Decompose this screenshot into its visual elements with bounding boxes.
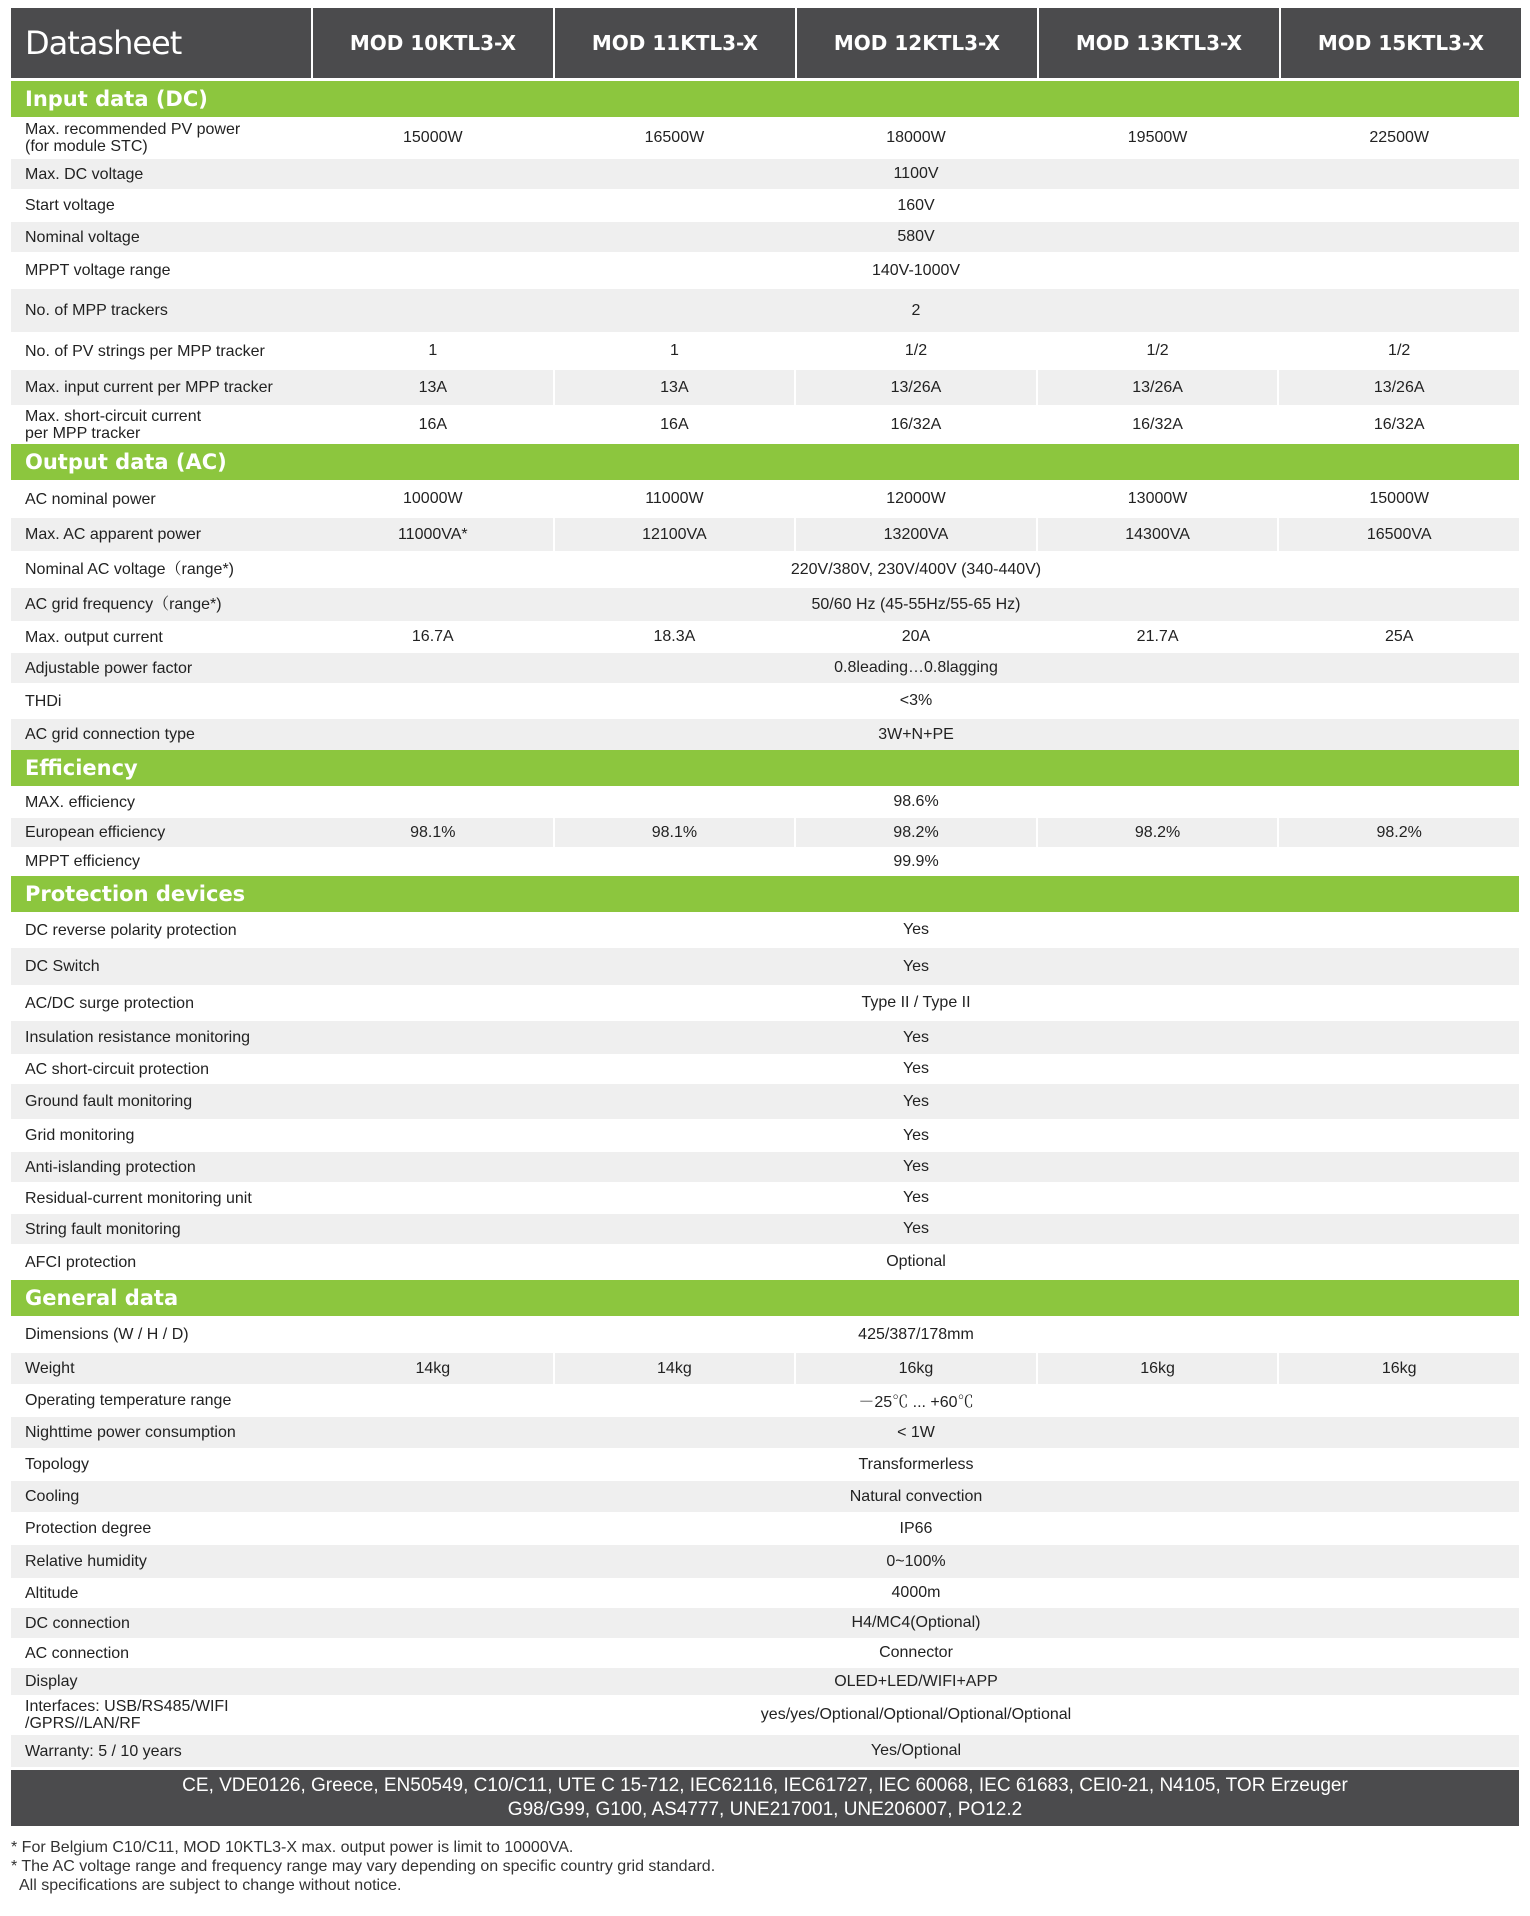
spec-value: 21.7A (1036, 621, 1278, 653)
footnotes (11, 1838, 715, 1895)
spec-label: Insulation resistance monitoring (25, 1029, 251, 1046)
spec-value: 1/2 (1036, 332, 1278, 370)
spec-value: 12100VA (553, 518, 795, 551)
spec-row (11, 1054, 1519, 1084)
spec-label: European efficiency (25, 824, 166, 841)
spec-value: 13/26A (794, 370, 1036, 405)
spec-label: AFCI protection (25, 1253, 137, 1271)
model-column-header: MOD 10KTL3-X (313, 8, 553, 78)
spec-label: AC/DC surge protection (25, 994, 194, 1012)
spec-value: 16500W (553, 117, 795, 159)
model-column-header: MOD 11KTL3-X (555, 8, 795, 78)
spec-row (11, 1578, 1519, 1608)
spec-row (11, 1417, 1519, 1448)
spec-label: Operating temperature range (25, 1392, 232, 1409)
spec-value: OLED+LED/WIFI+APP (834, 1672, 998, 1690)
spec-label: Max. short-circuit current per MPP tracker (25, 407, 202, 442)
spec-row (11, 1735, 1519, 1767)
spec-label: Ground fault monitoring (25, 1093, 193, 1110)
spec-value: 0.8leading…0.8lagging (834, 659, 998, 676)
spec-label: No. of PV strings per MPP tracker (25, 342, 265, 360)
spec-label: AC grid connection type (25, 726, 195, 743)
spec-value: 13/26A (1277, 370, 1519, 405)
certifications-line: CE, VDE0126, Greece, EN50549, C10/C11, UTE C 15-712, IEC62116, IEC61727, IEC 60068, IEC 61683, CEI0-21, N4105, TOR Erzeuger (182, 1775, 1348, 1796)
spec-label: Display (25, 1673, 78, 1690)
spec-label: THDi (25, 692, 62, 710)
spec-row (11, 1638, 1519, 1668)
spec-label: Nominal voltage (25, 228, 140, 246)
spec-label: Interfaces: USB/RS485/WIFI /GPRS//LAN/RF (25, 1698, 229, 1732)
spec-label: No. of MPP trackers (25, 302, 168, 319)
spec-value: 3W+N+PE (878, 725, 954, 743)
spec-row (11, 1084, 1519, 1119)
spec-value: Yes (902, 1220, 930, 1237)
spec-value: 16/32A (794, 405, 1036, 444)
spec-value: 16/32A (1277, 405, 1519, 444)
spec-value: 11000VA* (313, 518, 553, 551)
spec-value: 16kg (1277, 1353, 1519, 1384)
spec-label: MPPT voltage range (25, 262, 171, 279)
spec-row (11, 1545, 1519, 1578)
spec-label: Nighttime power consumption (25, 1424, 236, 1441)
spec-row (11, 621, 1519, 653)
spec-row (11, 1119, 1519, 1152)
spec-value: 16kg (794, 1353, 1036, 1384)
spec-value: Yes (902, 1158, 930, 1175)
spec-value: < 1W (897, 1423, 935, 1441)
spec-label: Protection degree (25, 1520, 152, 1537)
spec-row (11, 551, 1519, 588)
spec-value: 98.2% (1036, 818, 1278, 847)
spec-row (11, 1182, 1519, 1214)
section-title: Protection devices (11, 876, 1519, 912)
spec-row (11, 189, 1519, 222)
spec-label: Altitude (25, 1584, 79, 1602)
spec-value: 22500W (1277, 117, 1519, 159)
spec-label: AC connection (25, 1644, 130, 1662)
spec-value: Yes (902, 1092, 930, 1110)
spec-value: 16A (418, 415, 448, 433)
spec-value: 580V (897, 228, 935, 245)
spec-value: 15000W (1277, 480, 1519, 518)
model-column-header: MOD 15KTL3-X (1281, 8, 1521, 78)
certifications-line: G98/G99, G100, AS4777, UNE217001, UNE206007, PO12.2 (507, 1799, 1023, 1820)
spec-value: 98.1% (553, 818, 795, 847)
spec-value: 19500W (1036, 117, 1278, 159)
spec-row (11, 289, 1519, 332)
spec-row (11, 159, 1519, 189)
spec-value: 1 (428, 342, 438, 359)
spec-value: 13000W (1036, 480, 1278, 518)
section-title: Output data (AC) (11, 444, 1519, 480)
spec-value: 11000W (553, 480, 795, 518)
spec-row (11, 1695, 1519, 1735)
spec-label: MAX. efficiency (25, 793, 135, 811)
spec-label: AC short-circuit protection (25, 1060, 210, 1078)
spec-row (11, 818, 1519, 847)
spec-value: 14kg (553, 1353, 795, 1384)
spec-row (11, 222, 1519, 252)
spec-label: Grid monitoring (25, 1127, 135, 1144)
spec-value: Yes (902, 921, 930, 938)
spec-label: DC reverse polarity protection (25, 921, 237, 939)
spec-value: Optional (886, 1253, 946, 1270)
spec-label: Dimensions (W / H / D) (25, 1326, 189, 1343)
spec-row (11, 1152, 1519, 1182)
spec-row (11, 1244, 1519, 1280)
spec-label: Weight (25, 1360, 75, 1377)
spec-value: Yes (902, 1060, 930, 1077)
spec-row (11, 480, 1519, 518)
spec-value: 16/32A (1036, 405, 1278, 444)
spec-value: 98.6% (893, 793, 939, 810)
spec-value: 16A (553, 405, 795, 444)
spec-row (11, 847, 1519, 876)
spec-value: 2 (911, 301, 921, 319)
spec-label: Adjustable power factor (25, 659, 193, 677)
spec-row (11, 948, 1519, 985)
spec-value: 12000W (794, 480, 1036, 518)
spec-label: DC connection (25, 1614, 130, 1632)
spec-label: DC Switch (25, 958, 100, 975)
spec-row (11, 117, 1519, 159)
spec-label: Max. output current (25, 628, 163, 646)
spec-value: 14kg (313, 1353, 553, 1384)
spec-value: 15000W (403, 129, 463, 146)
spec-label: Anti-islanding protection (25, 1158, 196, 1176)
spec-value: 13A (553, 370, 795, 405)
spec-value: 160V (897, 196, 935, 214)
spec-value: 220V/380V, 230V/400V (340-440V) (790, 560, 1042, 578)
spec-row (11, 252, 1519, 289)
spec-value: 1/2 (794, 332, 1036, 370)
spec-row (11, 653, 1519, 683)
spec-value: 10000W (403, 490, 463, 507)
spec-row (11, 1481, 1519, 1512)
spec-row (11, 1608, 1519, 1638)
spec-row (11, 985, 1519, 1021)
spec-value: 25A (1277, 621, 1519, 653)
spec-label: Max. DC voltage (25, 165, 144, 183)
spec-value: 20A (794, 621, 1036, 653)
section-title: Efficiency (11, 750, 1519, 786)
spec-row (11, 1448, 1519, 1481)
spec-value: 99.9% (893, 852, 939, 870)
spec-label: Warranty: 5 / 10 years (25, 1742, 182, 1760)
spec-row (11, 786, 1519, 818)
spec-value: H4/MC4(Optional) (851, 1614, 981, 1631)
spec-row (11, 518, 1519, 551)
model-column-header: MOD 13KTL3-X (1039, 8, 1279, 78)
spec-value: Natural convection (849, 1487, 983, 1505)
spec-row (11, 332, 1519, 370)
spec-value: Type II / Type II (861, 994, 971, 1011)
spec-label: Nominal AC voltage（range*) (25, 561, 234, 578)
spec-row (11, 1316, 1519, 1353)
spec-row (11, 719, 1519, 750)
spec-value: Connector (879, 1644, 953, 1661)
footnote: * The AC voltage range and frequency range may vary depending on specific country grid standard. (11, 1858, 716, 1875)
spec-value: yes/yes/Optional/Optional/Optional/Optional (760, 1706, 1072, 1723)
spec-value: 98.1% (313, 818, 553, 847)
spec-value: 13200VA (794, 518, 1036, 551)
spec-value: 18.3A (553, 621, 795, 653)
spec-value: Transformerless (858, 1455, 974, 1473)
spec-value: 16kg (1036, 1353, 1278, 1384)
spec-value: 18000W (794, 117, 1036, 159)
footnote: * For Belgium C10/C11, MOD 10KTL3-X max. output power is limit to 10000VA. (11, 1839, 574, 1856)
spec-value: Yes (902, 957, 930, 975)
spec-value: Yes (902, 1126, 930, 1144)
footnote: All specifications are subject to change without notice. (11, 1877, 402, 1894)
spec-value: 1/2 (1277, 332, 1519, 370)
header-row (11, 8, 1519, 78)
spec-row (11, 912, 1519, 948)
spec-row (11, 1021, 1519, 1054)
spec-row (11, 1668, 1519, 1695)
spec-label: AC grid frequency（range*) (25, 596, 222, 613)
spec-label: Max. AC apparent power (25, 526, 202, 543)
spec-value: <3% (899, 692, 933, 709)
spec-label: Max. recommended PV power (for module STC) (25, 121, 241, 155)
spec-row (11, 1512, 1519, 1545)
spec-row (11, 1353, 1519, 1384)
section-title: General data (11, 1280, 1519, 1316)
spec-value: 16.7A (411, 628, 454, 645)
spec-value: －25℃ ... +60℃ (858, 1394, 974, 1411)
spec-label: Start voltage (25, 197, 115, 214)
spec-value: 98.2% (1277, 818, 1519, 847)
spec-label: Cooling (25, 1488, 80, 1505)
spec-row (11, 683, 1519, 719)
datasheet-title: Datasheet (11, 8, 311, 78)
spec-value: 140V-1000V (871, 261, 961, 279)
spec-value: 14300VA (1036, 518, 1278, 551)
spec-value: 13/26A (1036, 370, 1278, 405)
spec-label: Topology (25, 1456, 90, 1473)
datasheet (11, 8, 1519, 1826)
spec-row (11, 1214, 1519, 1244)
spec-label: MPPT efficiency (25, 853, 141, 870)
spec-value: Yes (902, 1189, 930, 1206)
spec-value: 13A (313, 370, 553, 405)
spec-value: 50/60 Hz (45-55Hz/55-65 Hz) (811, 595, 1021, 613)
spec-value: 98.2% (794, 818, 1036, 847)
spec-label: Max. input current per MPP tracker (25, 379, 273, 396)
section-title: Input data (DC) (11, 81, 1519, 117)
spec-value: IP66 (899, 1519, 933, 1537)
certifications-bar (11, 1770, 1519, 1826)
spec-value: 1100V (893, 165, 939, 182)
spec-value: Yes (902, 1028, 930, 1046)
spec-value: 4000m (891, 1584, 941, 1601)
spec-row (11, 588, 1519, 621)
spec-table (11, 81, 1519, 1767)
spec-label: String fault monitoring (25, 1220, 181, 1238)
spec-label: AC nominal power (25, 490, 156, 508)
spec-value: 425/387/178mm (858, 1325, 974, 1343)
spec-value: 16500VA (1277, 518, 1519, 551)
spec-value: Yes/Optional (870, 1742, 962, 1759)
spec-row (11, 370, 1519, 405)
spec-row (11, 1384, 1519, 1417)
spec-label: Relative humidity (25, 1553, 147, 1570)
spec-value: 1 (553, 332, 795, 370)
spec-value: 0~100% (886, 1552, 946, 1570)
spec-label: Residual-current monitoring unit (25, 1189, 252, 1207)
spec-row (11, 405, 1519, 444)
model-column-header: MOD 12KTL3-X (797, 8, 1037, 78)
